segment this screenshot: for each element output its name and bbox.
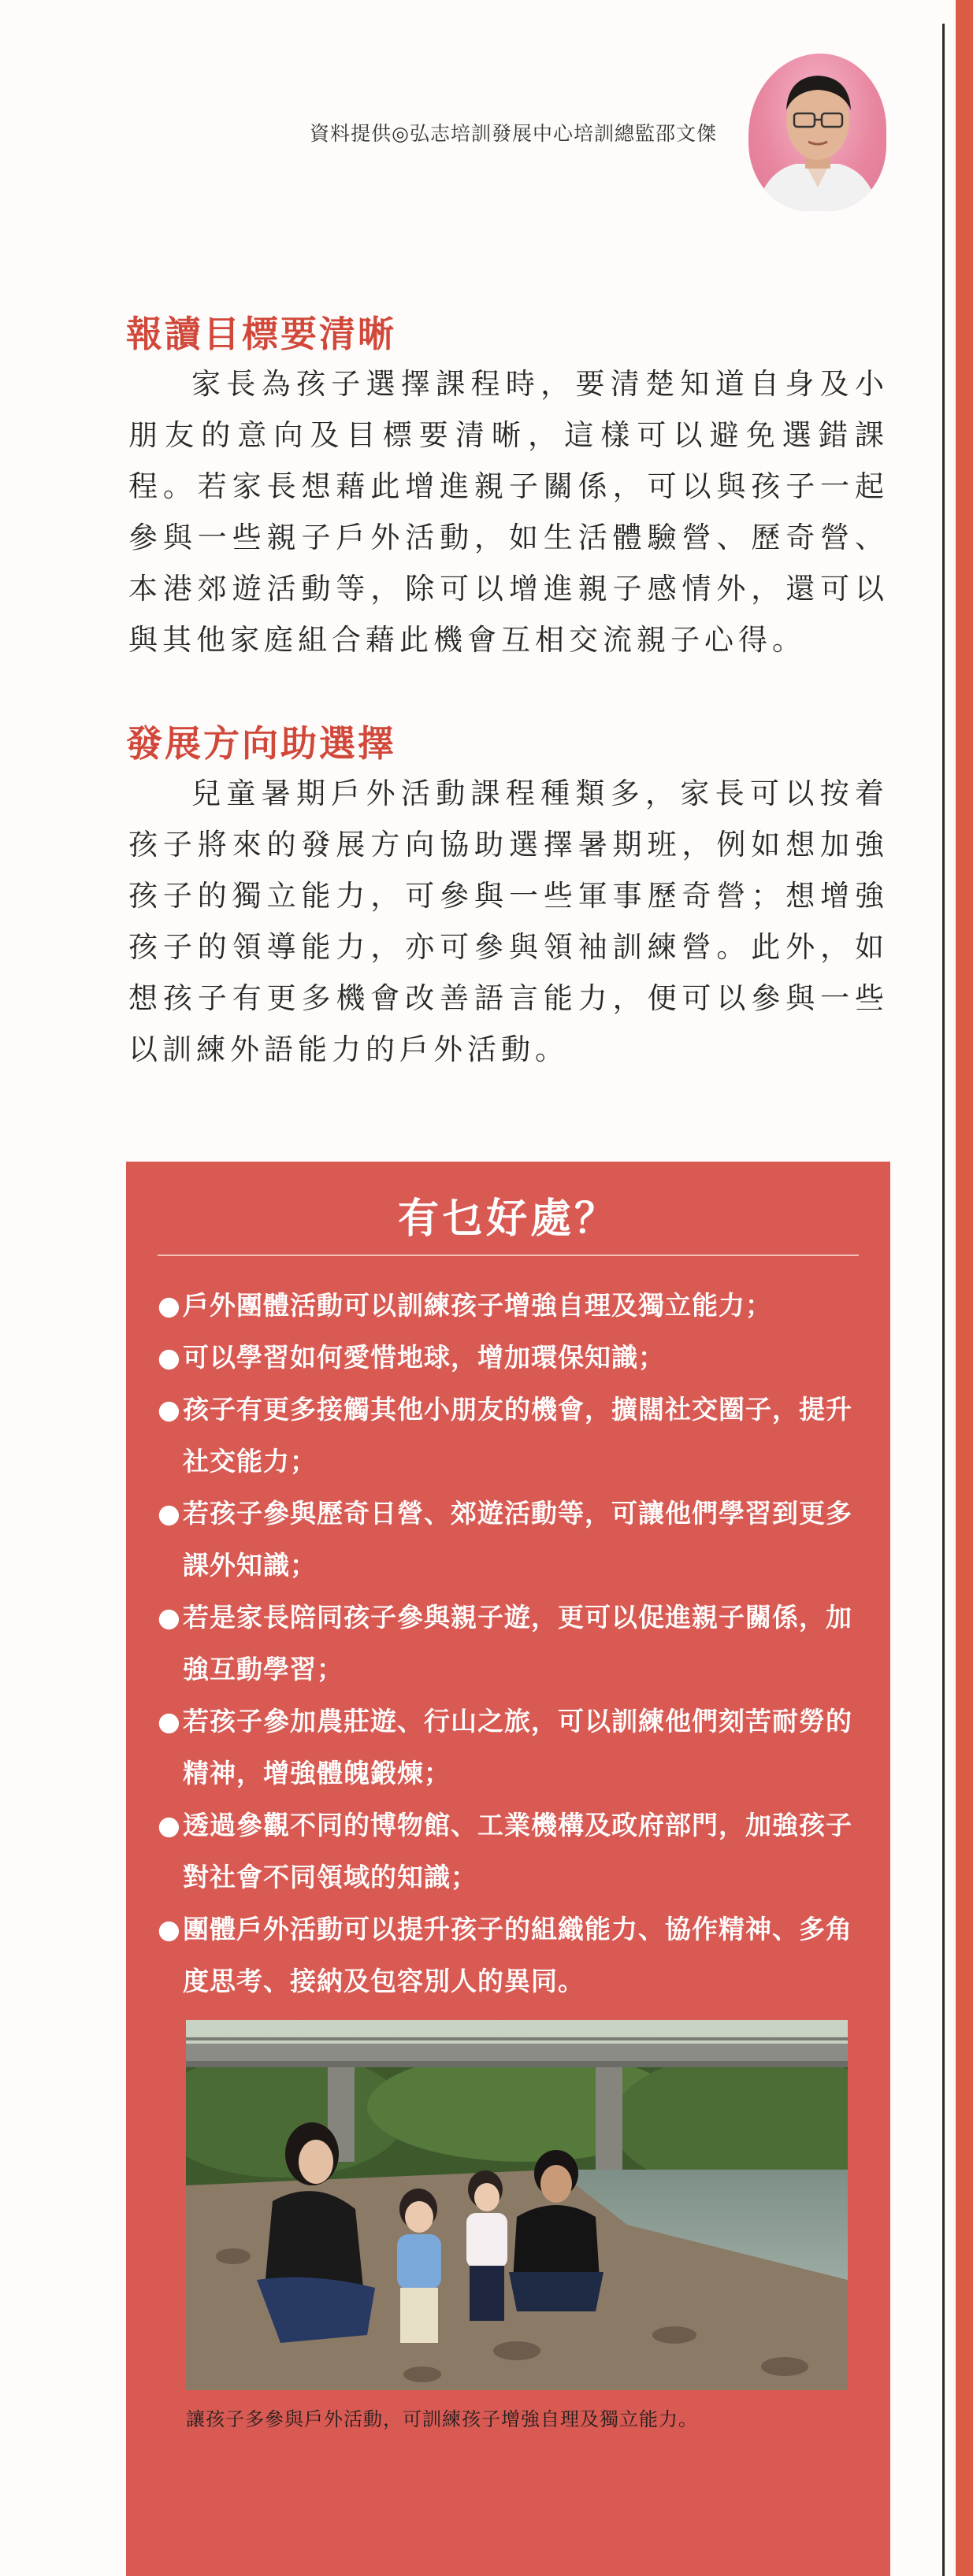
bullet-icon: ●	[158, 1498, 181, 1529]
photo-caption: 讓孩子多參與戶外活動，可訓練孩子增強自理及獨立能力。	[186, 2408, 698, 2430]
source-credit: 資料提供◎弘志培訓發展中心培訓總監邵文傑	[310, 122, 717, 145]
section-title-clear-goals: 報讀目標要清晰	[126, 313, 396, 355]
bullet-icon: ●	[158, 1394, 181, 1425]
bullet-icon: ●	[158, 1342, 181, 1373]
benefits-list	[158, 1280, 867, 2007]
benefits-title: 有乜好處？	[397, 1195, 618, 1243]
section-body-development-direction: 兒童暑期戶外活動課程種類多，家長可以按着孩子將來的發展方向協助選擇暑期班，例如想加強孩子的獨立能力，可參與一些軍事歷奇營；想增強孩子的領導能力，亦可參與領袖訓練營。此外，如想孩子有更多機會改善語言能力，便可以參與一些以訓練外語能力的戶外活動。	[128, 777, 889, 1066]
page-edge-line	[942, 24, 945, 2576]
benefit-item: ● 透過參觀不同的博物館、工業機構及政府部門，加強孩子對社會不同領域的知識；	[158, 1799, 867, 1903]
section-title-development-direction: 發展方向助選擇	[126, 722, 396, 765]
benefit-item: ● 戶外團體活動可以訓練孩子增強自理及獨立能力；	[158, 1280, 867, 1332]
benefit-item: ● 若孩子參與歷奇日營、郊遊活動等，可讓他們學習到更多課外知識；	[158, 1488, 867, 1592]
benefits-box	[126, 1162, 890, 2576]
family-outdoor-photo	[186, 2020, 848, 2390]
bullet-icon: ●	[158, 1290, 181, 1321]
benefit-item: ● 可以學習如何愛惜地球，增加環保知識；	[158, 1332, 867, 1384]
page-edge-color-strip	[956, 0, 973, 2576]
bullet-icon: ●	[158, 1706, 181, 1736]
bullet-icon: ●	[158, 1602, 181, 1633]
benefit-item: ● 若孩子參加農莊遊、行山之旅，可以訓練他們刻苦耐勞的精神，增強體魄鍛煉；	[158, 1696, 867, 1799]
benefits-title-rule	[158, 1255, 859, 1256]
section-body-clear-goals: 家長為孩子選擇課程時，要清楚知道自身及小朋友的意向及目標要清晰，這樣可以避免選錯課程。若家長想藉此增進親子關係，可以與孩子一起參與一些親子戶外活動，如生活體驗營、歷奇營、本港郊遊活動等，除可以增進親子感情外，還可以與其他家庭組合藉此機會互相交流親子心得。	[128, 367, 889, 657]
benefit-item: ● 若是家長陪同孩子參與親子遊，更可以促進親子關係，加強互動學習；	[158, 1592, 867, 1696]
bullet-icon: ●	[158, 1914, 181, 1944]
benefit-item: ● 團體戶外活動可以提升孩子的組織能力、協作精神、多角度思考、接納及包容別人的異同。	[158, 1903, 867, 2007]
bullet-icon: ●	[158, 1810, 181, 1840]
author-portrait	[748, 54, 886, 211]
benefit-item: ● 孩子有更多接觸其他小朋友的機會，擴闊社交圈子，提升社交能力；	[158, 1384, 867, 1488]
